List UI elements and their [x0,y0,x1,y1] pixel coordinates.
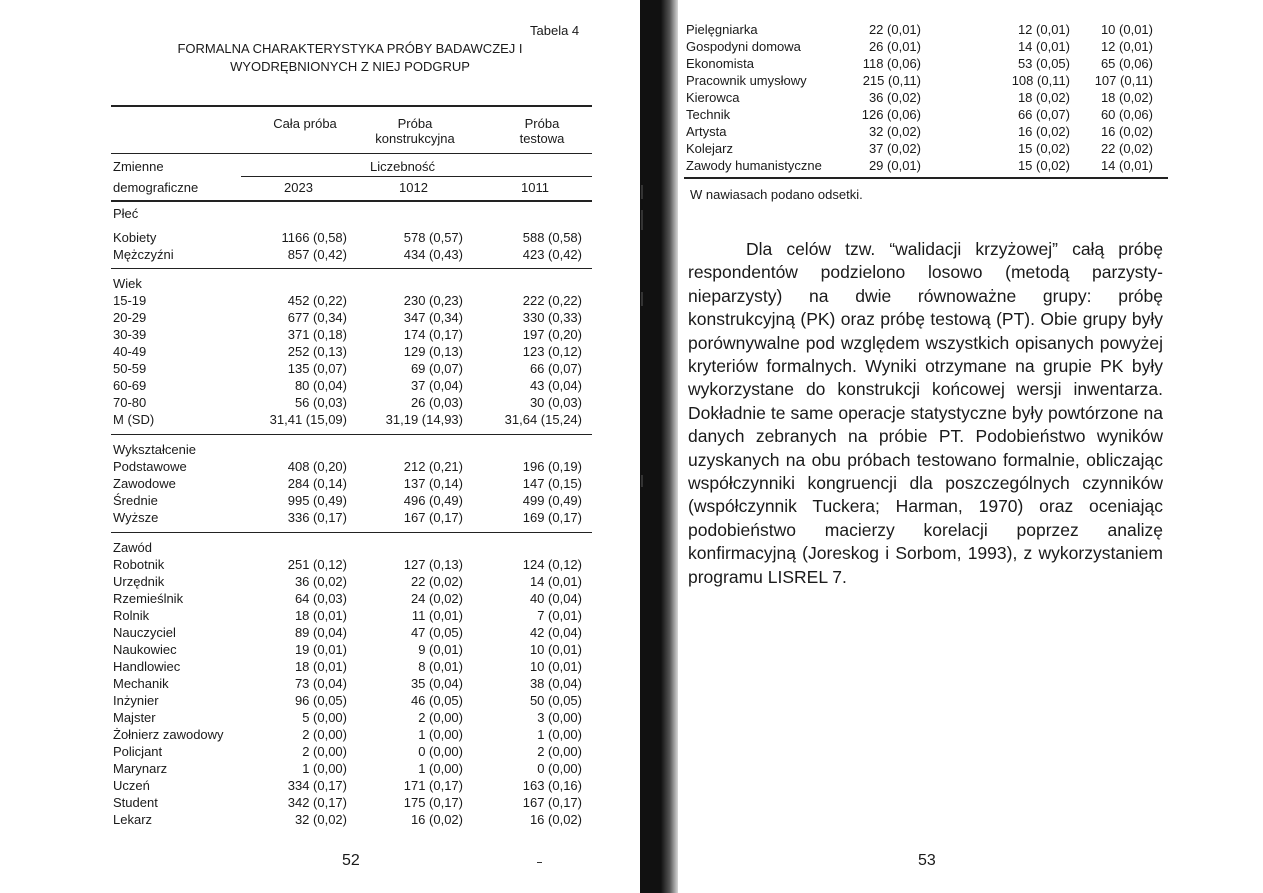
cell-pt: 38 (0,04) [529,676,582,691]
table-row [686,107,1166,124]
table-row [686,73,1166,90]
row-label: Uczeń [113,778,150,793]
row-label: Mężczyźni [113,246,174,262]
cell-pt: 16 (0,02) [529,812,582,827]
group-heading: Płeć [113,206,139,221]
cell-pt: 30 (0,03) [529,395,582,410]
cell-pk: 16 (0,02) [410,812,463,827]
header-col3-line1: Próba [524,116,560,131]
table-row [113,310,593,327]
table-row [113,625,593,642]
cell-pt: 10 (0,01) [529,642,582,657]
table-row [113,476,593,493]
cell-total: 252 (0,13) [287,344,347,359]
cell-pt: 0 (0,00) [537,761,582,776]
table-row [113,812,593,829]
cell-pt: 124 (0,12) [522,557,582,572]
book-spine-shadow [640,0,678,893]
row-label: Naukowiec [113,642,177,657]
cell-pk: 47 (0,05) [410,625,463,640]
cell-total: 32 (0,02) [868,124,921,139]
table-row [113,608,593,625]
cell-pk: 347 (0,34) [403,310,463,325]
table-top-rule [111,105,592,107]
header-col1: Cała próba [273,116,337,131]
row-label: 70-80 [113,395,147,410]
group-heading: Zawód [113,540,153,555]
table-row [113,557,593,574]
cell-pk: 108 (0,11) [1011,73,1070,88]
row-label: M (SD) [113,412,155,427]
cell-pt: 10 (0,01) [1100,22,1153,37]
header-n-total: 2023 [284,180,313,195]
cell-total: 1166 (0,58) [281,230,347,245]
table-row [113,361,593,378]
table-bottom-rule [684,177,1168,179]
table-row [113,378,593,395]
header-demograficzne: demograficzne [113,180,199,195]
cell-total: 36 (0,02) [868,90,921,105]
table-row [113,727,593,744]
cell-pk: 167 (0,17) [403,510,463,525]
cell-total: 2 (0,00) [302,727,347,742]
cell-total: 5 (0,00) [302,710,347,725]
row-label: Kierowca [686,90,740,105]
table-row [686,39,1166,56]
table-row [113,230,593,247]
cell-pk: 53 (0,05) [1017,56,1070,71]
table-row [113,795,593,812]
cell-pt: 31,64 (15,24) [504,412,582,427]
table-row [113,693,593,710]
group-rule [111,434,592,435]
cell-pt: 123 (0,12) [522,344,582,359]
cell-pt: 163 (0,16) [522,778,582,793]
group-rule [111,268,592,269]
cell-pt: 10 (0,01) [529,659,582,674]
cell-pk: 66 (0,07) [1017,107,1070,122]
cell-pt: 22 (0,02) [1100,141,1153,156]
cell-pk: 69 (0,07) [410,361,463,376]
cell-total: 73 (0,04) [294,676,347,691]
cell-pk: 16 (0,02) [1017,124,1070,139]
cell-total: 334 (0,17) [287,778,347,793]
cell-total: 215 (0,11) [862,73,921,88]
row-label: Marynarz [113,761,168,776]
group-rule [111,532,592,533]
cell-pt: 3 (0,00) [537,710,582,725]
row-label: Podstawowe [113,459,187,474]
table-row [686,141,1166,158]
cell-total: 336 (0,17) [287,510,347,525]
cell-pk: 175 (0,17) [403,795,463,810]
row-label: Gospodyni domowa [686,39,801,54]
cell-pt: 14 (0,01) [1100,158,1153,173]
table-row [113,459,593,476]
cell-pt: 147 (0,15) [522,476,582,491]
cell-pk: 578 (0,57) [403,230,463,245]
cell-total: 452 (0,22) [287,293,347,308]
cell-total: 36 (0,02) [294,574,347,589]
cell-pk: 31,19 (14,93) [385,412,463,427]
cell-total: 1 (0,00) [302,761,347,776]
group-heading: Wiek [113,276,142,291]
row-label: 20-29 [113,310,147,325]
cell-total: 126 (0,06) [861,107,921,122]
row-label: Wyższe [113,510,159,525]
liczebnosc-rule [241,176,592,177]
cell-pt: 40 (0,04) [529,591,582,606]
scan-mark [641,210,643,230]
cell-total: 995 (0,49) [287,493,347,508]
row-label: 30-39 [113,327,147,342]
cell-total: 37 (0,02) [868,141,921,156]
cell-pt: 107 (0,11) [1094,73,1153,88]
cell-pk: 35 (0,04) [410,676,463,691]
cell-total: 2 (0,00) [302,744,347,759]
table-row [113,778,593,795]
table-title-line1: FORMALNA CHARAKTERYSTYKA PRÓBY BADAWCZEJ I [177,41,523,56]
cell-pt: 43 (0,04) [529,378,582,393]
cell-total: 18 (0,01) [294,608,347,623]
cell-pk: 0 (0,00) [418,744,463,759]
cell-pk: 434 (0,43) [403,246,463,262]
row-label: Rzemieślnik [113,591,184,606]
cell-total: 135 (0,07) [287,361,347,376]
table-row [113,591,593,608]
cell-pt: 18 (0,02) [1100,90,1153,105]
cell-pt: 60 (0,06) [1100,107,1153,122]
cell-pt: 330 (0,33) [522,310,582,325]
cell-pk: 12 (0,01) [1017,22,1070,37]
row-label: Handlowiec [113,659,181,674]
table-row [113,412,593,429]
table-row [113,676,593,693]
cell-total: 251 (0,12) [287,557,347,572]
row-label: Nauczyciel [113,625,176,640]
table-row [113,574,593,591]
header-col2 [360,116,470,146]
table-label: Tabela 4 [530,23,580,38]
cell-pk: 18 (0,02) [1017,90,1070,105]
cell-total: 26 (0,01) [868,39,921,54]
row-label: Student [113,795,158,810]
row-label: Technik [686,107,731,122]
cell-pt: 499 (0,49) [522,493,582,508]
row-label: Majster [113,710,156,725]
cell-total: 32 (0,02) [294,812,347,827]
table-row [113,510,593,527]
header-col2-line2: konstrukcyjna [375,131,455,146]
cell-total: 31,41 (15,09) [269,412,347,427]
row-label: Artysta [686,124,727,139]
cell-total: 29 (0,01) [868,158,921,173]
cell-pk: 171 (0,17) [403,778,463,793]
cell-pt: 423 (0,42) [522,246,582,262]
table-row [113,395,593,412]
cell-total: 118 (0,06) [862,56,921,71]
table-row [686,90,1166,107]
cell-pk: 24 (0,02) [410,591,463,606]
header-col3-line2: testowa [519,131,565,146]
cell-pt: 169 (0,17) [522,510,582,525]
header-liczebnosc: Liczebność [370,159,436,174]
scan-mark [641,185,643,199]
header-n-pk: 1012 [399,180,428,195]
row-label: Zawodowe [113,476,176,491]
cell-pt: 65 (0,06) [1100,56,1153,71]
row-label: Robotnik [113,557,165,572]
table-row [113,247,593,264]
row-label: Zawody humanistyczne [686,158,822,173]
cell-pk: 9 (0,01) [418,642,463,657]
cell-pk: 46 (0,05) [410,693,463,708]
row-label: Policjant [113,744,163,759]
header-n-pt: 1011 [521,180,549,195]
page-number-left: 52 [342,852,360,869]
cell-total: 96 (0,05) [294,693,347,708]
cell-pt: 50 (0,05) [529,693,582,708]
table-row [113,761,593,778]
row-label: 60-69 [113,378,147,393]
table-row [113,327,593,344]
cell-pt: 167 (0,17) [522,795,582,810]
table-footnote: W nawiasach podano odsetki. [690,187,863,202]
cell-pk: 174 (0,17) [403,327,463,342]
cell-pk: 127 (0,13) [403,557,463,572]
row-label: 40-49 [113,344,147,359]
cell-pt: 7 (0,01) [537,608,582,623]
cell-total: 56 (0,03) [294,395,347,410]
header-col2-line1: Próba [397,116,433,131]
table-row [113,659,593,676]
table-title [110,40,590,76]
row-label: Urzędnik [113,574,165,589]
row-label: 50-59 [113,361,147,376]
page-number-right: 53 [918,852,936,869]
scan-mark [537,862,542,863]
cell-pk: 26 (0,03) [410,395,463,410]
row-label: Kolejarz [686,141,733,156]
cell-pt: 16 (0,02) [1100,124,1153,139]
cell-total: 677 (0,34) [287,310,347,325]
row-label: Kobiety [113,230,157,245]
table-row [113,710,593,727]
cell-pk: 1 (0,00) [418,727,463,742]
table-title-line2: WYODRĘBNIONYCH Z NIEJ PODGRUP [230,59,470,74]
row-label: Ekonomista [686,56,754,71]
cell-pk: 2 (0,00) [418,710,463,725]
cell-total: 342 (0,17) [287,795,347,810]
header-col3 [492,116,592,146]
table-row [113,293,593,310]
cell-total: 64 (0,03) [294,591,347,606]
cell-pt: 2 (0,00) [537,744,582,759]
cell-total: 80 (0,04) [294,378,347,393]
header-zmienne: Zmienne [113,159,164,174]
cell-total: 857 (0,42) [287,246,347,262]
row-label: 15-19 [113,293,147,308]
group-heading: Wykształcenie [113,442,196,457]
cell-pt: 222 (0,22) [522,293,582,308]
table-row [686,22,1166,39]
cell-total: 18 (0,01) [294,659,347,674]
cell-pt: 1 (0,00) [537,727,582,742]
cell-total: 371 (0,18) [287,327,347,342]
row-label: Pielęgniarka [686,22,758,37]
cell-pk: 129 (0,13) [403,344,463,359]
table-row [113,744,593,761]
row-label: Lekarz [113,812,153,827]
table-row [686,158,1166,175]
cell-pk: 15 (0,02) [1017,158,1070,173]
cell-pk: 15 (0,02) [1017,141,1070,156]
cell-pk: 1 (0,00) [418,761,463,776]
cell-total: 89 (0,04) [294,625,347,640]
cell-pk: 14 (0,01) [1017,39,1070,54]
cell-pk: 137 (0,14) [403,476,463,491]
cell-pk: 11 (0,01) [411,608,463,623]
cell-pt: 196 (0,19) [522,459,582,474]
cell-pk: 496 (0,49) [403,493,463,508]
cell-pt: 66 (0,07) [529,361,582,376]
cell-total: 22 (0,01) [868,22,921,37]
row-label: Rolnik [113,608,150,623]
scan-mark [641,292,643,306]
cell-total: 19 (0,01) [294,642,347,657]
table-row [113,344,593,361]
row-label: Żołnierz zawodowy [113,727,224,742]
cell-pk: 212 (0,21) [403,459,463,474]
header-rule [111,153,592,154]
body-paragraph: Dla celów tzw. “walidacji krzyżowej” całą próbę respondentów podzielono losowo (metodą parzysty-nieparzysty) na dwie równoważne grupy: próbę konstrukcyjną (PK) oraz próbę testową (PT). Obie grupy były porównywalne pod względem wszystkich opisanych powyżej kryteriów formalnych. Wyniki otrzymane na grupie PK były wykorzystane do konstrukcji końcowej wersji inwentarza. Dokładnie te same operacje statystyczne były powtórzone na danych zebranych na próbie PT. Podobieństwo wyników uzyskanych na obu próbach testowano formalnie, obliczając współczynniki kongruencji dla poszczególnych czynników (współczynnik Tuckera; Harman, 1970) oraz oceniając podobieństwo macierzy korelacji poprzez analizę konfirmacyjną (Joreskog i Sorbom, 1993), z wykorzystaniem programu LISREL 7. [688,239,1163,587]
cell-pk: 8 (0,01) [418,659,463,674]
header-bottom-rule [111,200,592,202]
scan-mark [641,475,643,487]
cell-pk: 37 (0,04) [410,378,463,393]
table-row [113,642,593,659]
cell-total: 284 (0,14) [287,476,347,491]
cell-pk: 22 (0,02) [410,574,463,589]
table-row [113,493,593,510]
cell-pt: 588 (0,58) [522,230,582,245]
row-label: Średnie [113,493,158,508]
cell-pk: 230 (0,23) [403,293,463,308]
table-row [686,124,1166,141]
cell-total: 408 (0,20) [287,459,347,474]
row-label: Mechanik [113,676,169,691]
cell-pt: 197 (0,20) [522,327,582,342]
cell-pt: 14 (0,01) [529,574,582,589]
row-label: Pracownik umysłowy [686,73,807,88]
cell-pt: 12 (0,01) [1100,39,1153,54]
cell-pt: 42 (0,04) [529,625,582,640]
table-row [686,56,1166,73]
row-label: Inżynier [113,693,159,708]
